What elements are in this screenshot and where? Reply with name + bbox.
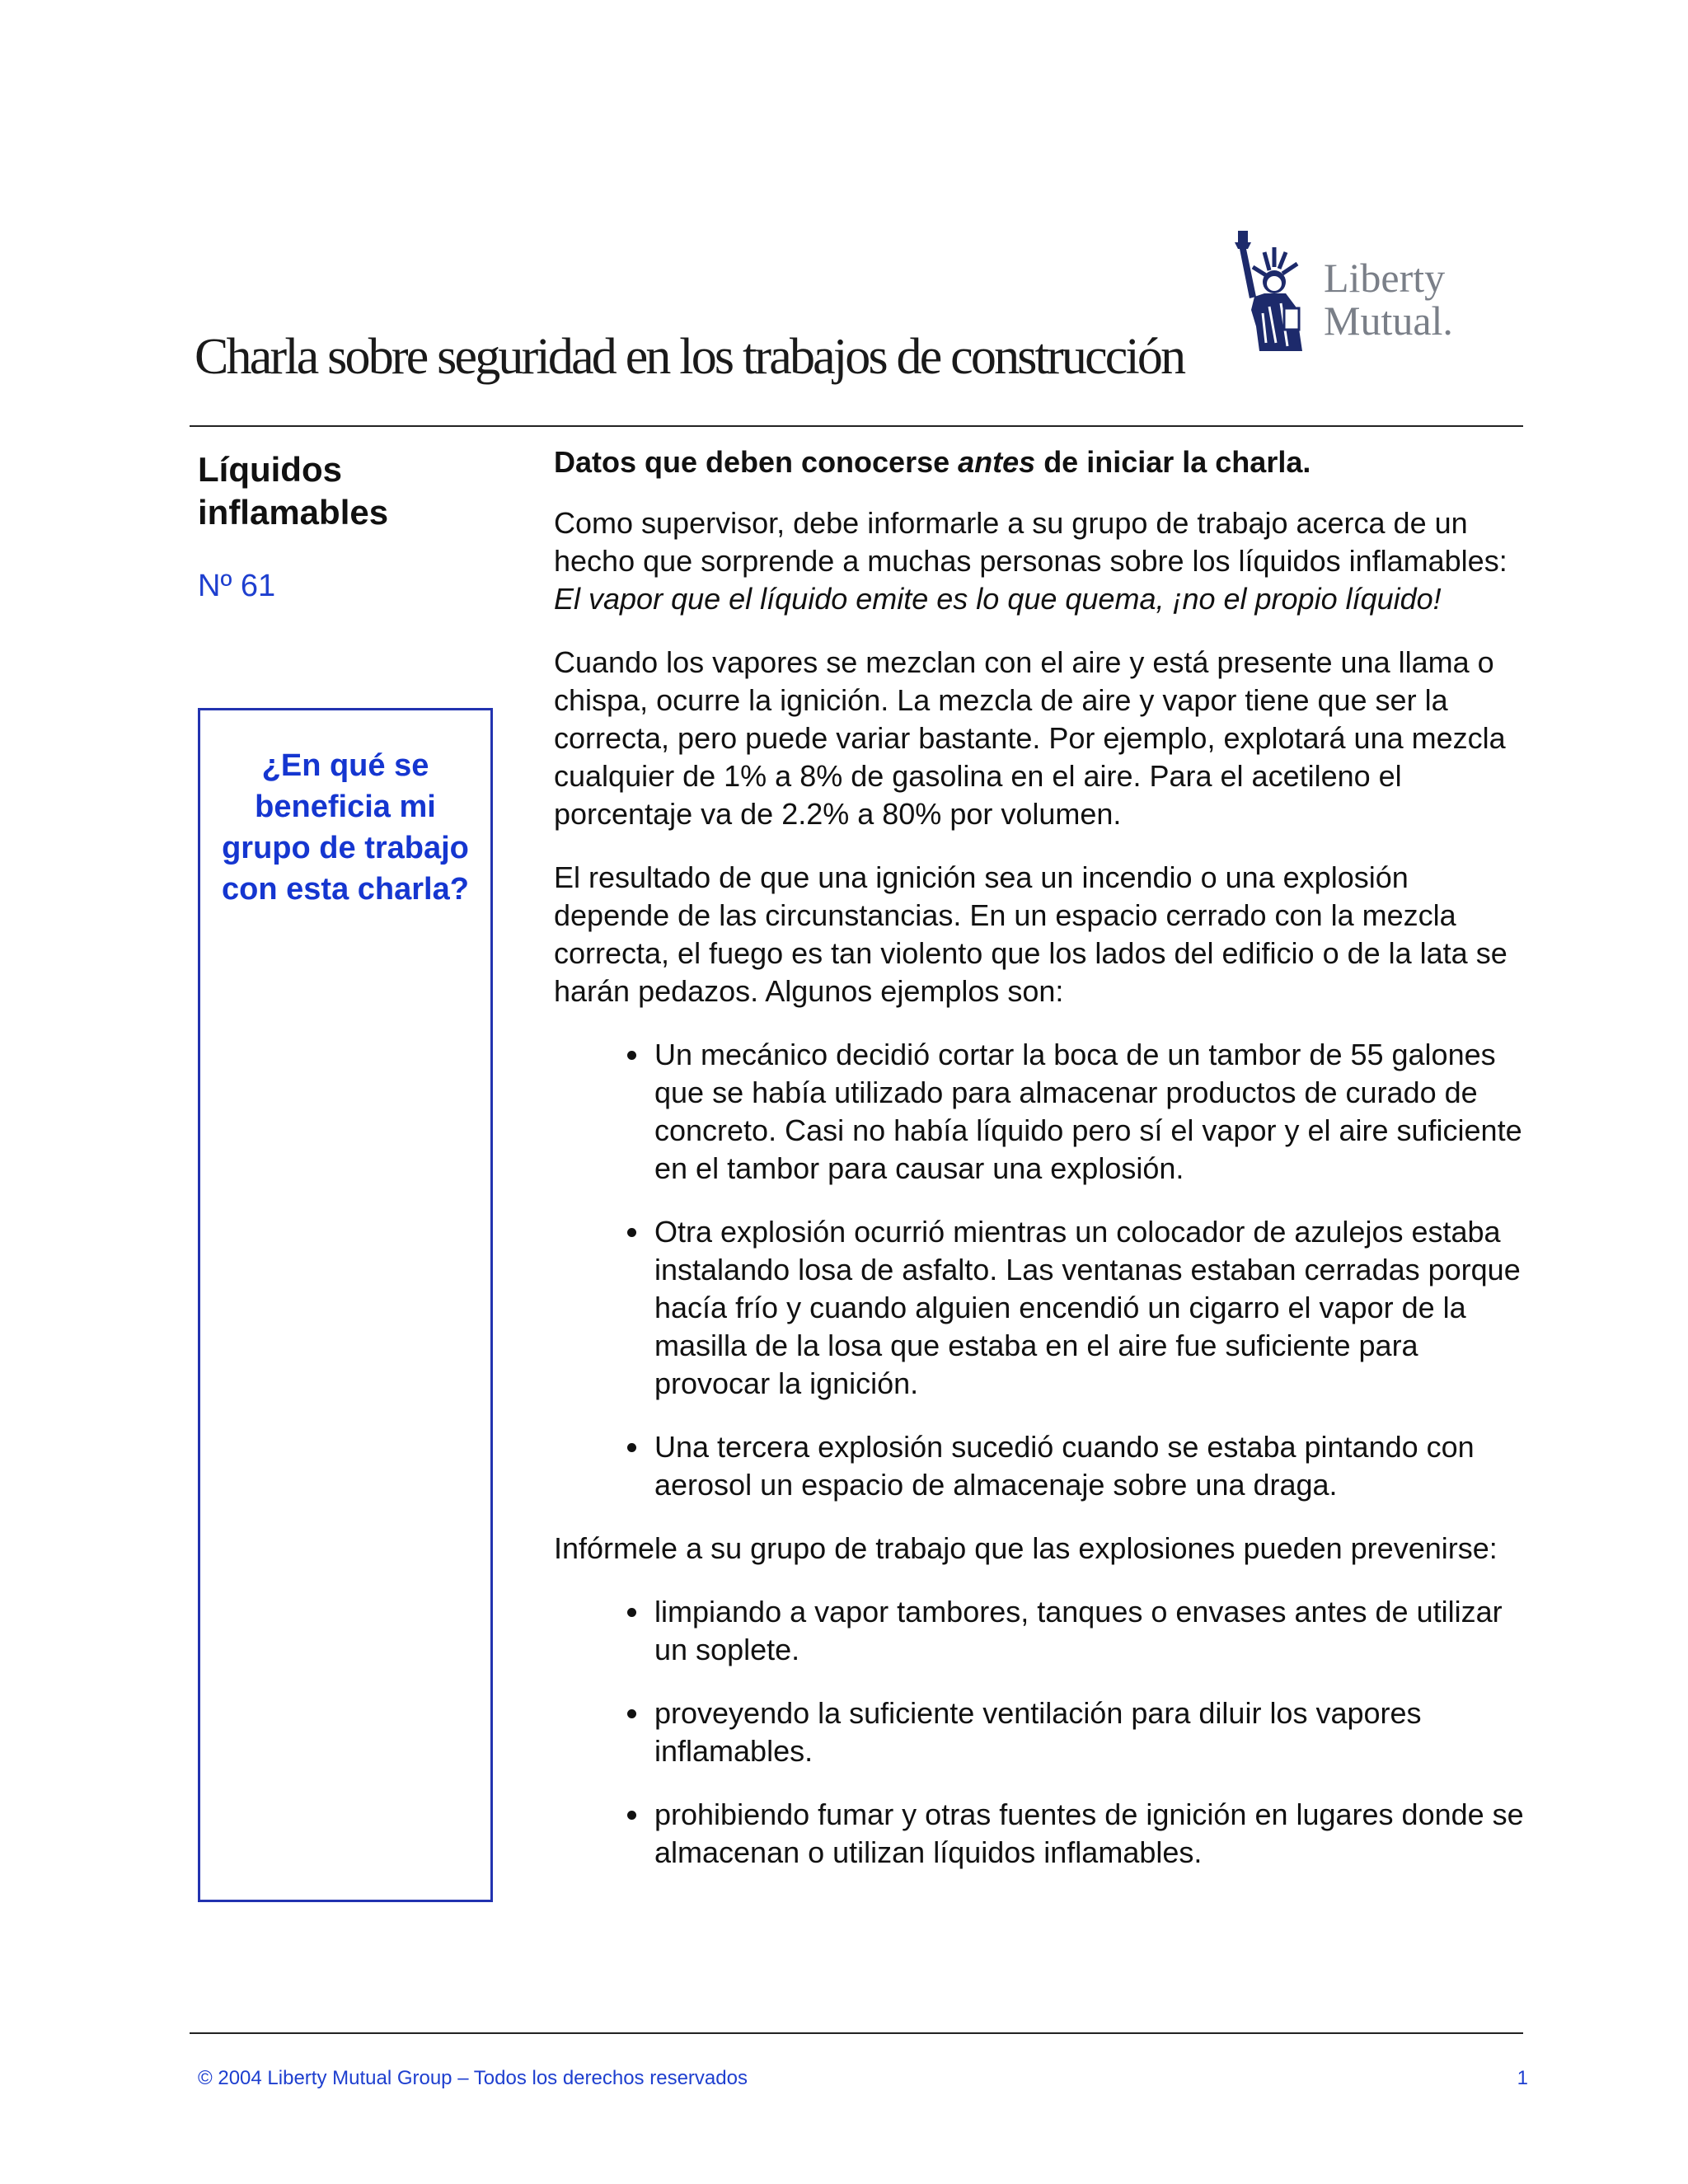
paragraph-result: El resultado de que una ignición sea un incendio o una explosión depende de las circunstancias. En un espacio cerrado con la mezcla correcta, el fuego es tan violento que los lados del edificio o de la lata se harán pedazos. Algunos ejemplos son:: [554, 860, 1507, 1008]
company-logo: [1226, 227, 1498, 359]
footer: [198, 2067, 1528, 2090]
paragraph-prevention: Infórmele a su grupo de trabajo que las explosiones pueden prevenirse:: [554, 1531, 1498, 1565]
topic-title: [198, 448, 495, 534]
heading-pre: Datos que deben conocerse: [554, 445, 959, 479]
section-heading: [554, 443, 1526, 481]
examples-list: [554, 1036, 1526, 1504]
heading-post: de iniciar la charla.: [1035, 445, 1311, 479]
header-divider: [190, 425, 1523, 427]
intro-emphasis: El vapor que el líquido emite es lo que quema, ¡no el propio líquido!: [554, 582, 1442, 616]
heading-emphasis: antes: [958, 445, 1036, 479]
talk-number: Nº 61: [198, 569, 276, 603]
footer-divider: [190, 2032, 1523, 2034]
benefit-box: [198, 708, 493, 1902]
page-number: 1: [1517, 2067, 1528, 2089]
logo-word-liberty: Liberty: [1324, 255, 1446, 301]
main-content: [554, 443, 1526, 1897]
sidebar: [198, 448, 495, 604]
example-item: • Una tercera explosión sucedió cuando se estaba pintando con aerosol un espacio de almacenaje sobre una draga.: [651, 1428, 1526, 1504]
page-title: Charla sobre seguridad en los trabajos de construcción: [195, 329, 1184, 385]
topic-line-2: inflamables: [198, 493, 389, 532]
statue-of-liberty-icon: [1226, 227, 1317, 359]
prevention-item: • prohibiendo fumar y otras fuentes de ignición en lugares donde se almacenan o utilizan líquidos inflamables.: [651, 1796, 1526, 1872]
benefit-question: ¿En qué se beneficia mi grupo de trabajo con esta charla?: [222, 748, 469, 907]
paragraph-intro: [554, 504, 1526, 618]
example-item: • Otra explosión ocurrió mientras un colocador de azulejos estaba instalando losa de asfalto. Las ventanas estaban cerradas porque hacía frío y cuando alguien encendió un cigarro el vapor de la masilla de la losa que estaba en el aire fue suficiente para provocar la ignición.: [651, 1213, 1526, 1403]
prevention-item: • limpiando a vapor tambores, tanques o envases antes de utilizar un soplete.: [651, 1593, 1526, 1669]
paragraph-ignition: Cuando los vapores se mezclan con el aire y está presente una llama o chispa, ocurre la ignición. La mezcla de aire y vapor tiene que ser la correcta, pero puede variar bastante. Por ejemplo, explotará una mezcla cualquier de 1% a 8% de gasolina en el aire. Para el acetileno el porcentaje va de 2.2% a 80% por volumen.: [554, 645, 1506, 831]
logo-word-mutual: Mutual.: [1324, 298, 1453, 344]
topic-line-1: Líquidos: [198, 450, 342, 489]
copyright: © 2004 Liberty Mutual Group – Todos los derechos reservados: [198, 2067, 748, 2089]
prevention-list: [554, 1593, 1526, 1872]
example-item: • Un mecánico decidió cortar la boca de un tambor de 55 galones que se había utilizado para almacenar productos de curado de concreto. Casi no había líquido pero sí el vapor y el aire suficiente en el tambor para causar una explosión.: [651, 1036, 1526, 1188]
intro-text: Como supervisor, debe informarle a su grupo de trabajo acerca de un hecho que sorprende a muchas personas sobre los líquidos inflamables:: [554, 506, 1507, 578]
prevention-item: • proveyendo la suficiente ventilación para diluir los vapores inflamables.: [651, 1694, 1526, 1770]
